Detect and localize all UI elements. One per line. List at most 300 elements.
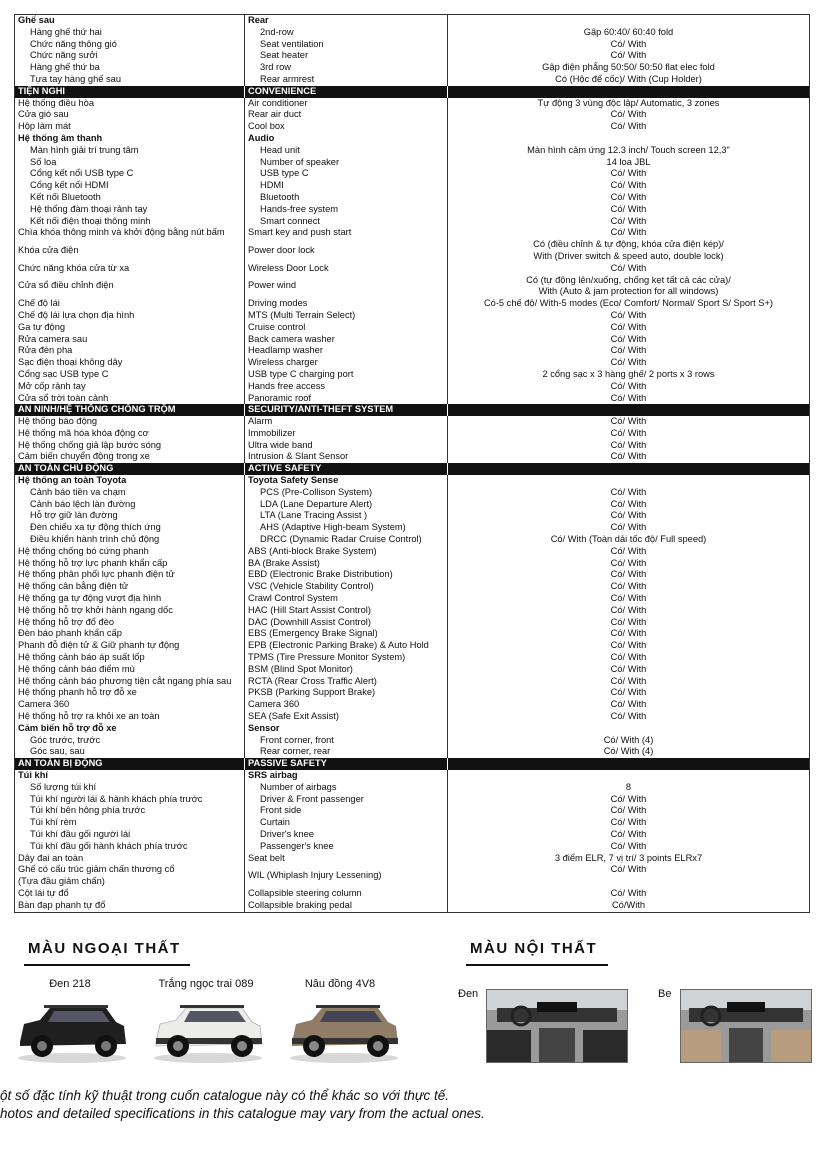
spec-value: Có/ With: [610, 309, 647, 320]
spec-row: [15, 239, 809, 263]
spec-section-header: [15, 463, 809, 475]
spec-name-vi: Cổng kết nối HDMI: [15, 180, 245, 192]
spec-name-en: Seat heater: [245, 50, 448, 62]
spec-name-en: PASSIVE SAFETY: [245, 758, 448, 770]
spec-row: [15, 475, 809, 487]
spec-row: [15, 864, 809, 888]
spec-name-vi: Hộp làm mát: [15, 121, 245, 133]
spec-name-vi: Hệ thống ga tự động vượt địa hình: [15, 593, 245, 605]
interior-seat: [771, 1030, 811, 1062]
spec-value: [448, 404, 809, 416]
spec-row: [15, 50, 809, 62]
spec-value: Có/ With (Toàn dải tốc độ/ Full speed): [550, 534, 707, 545]
spec-value: Có/ With: [610, 392, 647, 403]
spec-name-en: Rear armrest: [245, 74, 448, 86]
spec-row: [15, 510, 809, 522]
spec-name-vi: Mở cốp rảnh tay: [15, 381, 245, 393]
spec-value: Có/ With: [610, 711, 647, 722]
spec-name-en: Power wind: [245, 275, 448, 299]
spec-name-en: BSM (Blind Spot Monitor): [245, 664, 448, 676]
spec-name-vi: Hỗ trợ giữ làn đường: [15, 510, 245, 522]
spec-name-vi: Ga tự động: [15, 322, 245, 334]
spec-name-vi: Hệ thống hỗ trợ đổ đèo: [15, 617, 245, 629]
spec-value: [448, 475, 809, 487]
car-image-black: [14, 998, 130, 1064]
spec-name-vi: Hệ thống chống giả lập bước sóng: [15, 440, 245, 452]
spec-row: [15, 109, 809, 121]
spec-name-en: Air conditioner: [245, 98, 448, 110]
spec-name-vi: Điều khiển hành trình chủ động: [15, 534, 245, 546]
spec-row: [15, 98, 809, 110]
spec-name-vi: Hàng ghế thứ ba: [15, 62, 245, 74]
spec-value: Có/ With: [610, 887, 647, 898]
spec-name-en: Camera 360: [245, 699, 448, 711]
spec-row: [15, 310, 809, 322]
spec-value: [448, 770, 809, 782]
spec-row: [15, 699, 809, 711]
spec-section-header: [15, 758, 809, 770]
spec-name-en: PCS (Pre-Collison System): [245, 487, 448, 499]
spec-name-vi: Cột lái tự đổ: [15, 888, 245, 900]
spec-value: Có/ With: [610, 604, 647, 615]
spec-row: [15, 617, 809, 629]
spec-row: [15, 334, 809, 346]
interior-image-black: [486, 989, 628, 1063]
spec-value: 14 loa JBL: [606, 156, 651, 167]
spec-value: Có/ With: [610, 380, 647, 391]
spec-name-vi: Hệ thống hỗ trợ ra khỏi xe an toàn: [15, 711, 245, 723]
spec-name-en: LTA (Lane Tracing Assist ): [245, 510, 448, 522]
spec-name-vi: Rửa camera sau: [15, 334, 245, 346]
interior-color-title: MÀU NỘI THẤT: [470, 940, 598, 957]
exterior-color-label-white: Trắng ngọc trai 089: [158, 978, 254, 990]
spec-value: Có/ With: [610, 652, 647, 663]
spec-row: [15, 381, 809, 393]
spec-name-en: Alarm: [245, 416, 448, 428]
spec-row: [15, 522, 809, 534]
spec-name-en: RCTA (Rear Cross Traffic Alert): [245, 676, 448, 688]
spec-row: [15, 440, 809, 452]
car-image-bronze: [286, 998, 402, 1064]
spec-row: [15, 735, 809, 747]
spec-name-en: Rear air duct: [245, 109, 448, 121]
spec-name-en: MTS (Multi Terrain Select): [245, 310, 448, 322]
spec-row: [15, 652, 809, 664]
spec-value: Có/ With: [610, 38, 647, 49]
spec-row: [15, 322, 809, 334]
spec-name-en: Front side: [245, 805, 448, 817]
spec-name-en: Front corner, front: [245, 735, 448, 747]
spec-name-en: Rear: [245, 15, 448, 27]
spec-row: [15, 805, 809, 817]
spec-name-vi: Đèn chiếu xa tự động thích ứng: [15, 522, 245, 534]
spec-row: [15, 145, 809, 157]
spec-name-en: SRS airbag: [245, 770, 448, 782]
spec-row: [15, 227, 809, 239]
spec-name-vi: Cửa gió sau: [15, 109, 245, 121]
spec-name-vi: Số lượng túi khí: [15, 782, 245, 794]
spec-name-en: 2nd-row: [245, 27, 448, 39]
spec-name-vi: Chế độ lái: [15, 298, 245, 310]
spec-name-vi: Chức năng thông gió: [15, 39, 245, 51]
exterior-color-label-bronze: Nâu đồng 4V8: [304, 978, 376, 990]
spec-name-en: Headlamp washer: [245, 345, 448, 357]
spec-value: Có/ With: [610, 168, 647, 179]
spec-name-en: USB type C: [245, 168, 448, 180]
spec-name-en: HDMI: [245, 180, 448, 192]
spec-row: [15, 487, 809, 499]
spec-row: [15, 723, 809, 735]
spec-value: Có/ With: [610, 557, 647, 568]
spec-name-en: WIL (Whiplash Injury Lessening): [245, 864, 448, 888]
interior-title-underline: [466, 964, 608, 966]
spec-name-en: TPMS (Tire Pressure Monitor System): [245, 652, 448, 664]
spec-name-vi: Cảm biến hỗ trợ đỗ xe: [15, 723, 245, 735]
spec-name-vi: Chức năng khóa cửa từ xa: [15, 263, 245, 275]
spec-name-vi: Hệ thống phanh hỗ trợ đỗ xe: [15, 687, 245, 699]
spec-name-vi: Hệ thống hỗ trợ lực phanh khẩn cấp: [15, 558, 245, 570]
spec-value: Có/ With: [610, 640, 647, 651]
interior-seat: [681, 1030, 721, 1062]
spec-row: [15, 841, 809, 853]
spec-row: [15, 121, 809, 133]
spec-name-en: 3rd row: [245, 62, 448, 74]
spec-name-en: Seat ventilation: [245, 39, 448, 51]
spec-name-en: Smart connect: [245, 216, 448, 228]
spec-table: [14, 14, 810, 913]
spec-name-vi: Phanh đỗ điện tử & Giữ phanh tự động: [15, 640, 245, 652]
spec-name-vi: AN TOÀN BỊ ĐỘNG: [15, 758, 245, 770]
spec-row: [15, 687, 809, 699]
spec-row: [15, 581, 809, 593]
disclaimer-en: hotos and detailed specifications in this catalogue may vary from the actual ones.: [0, 1106, 485, 1121]
spec-row: [15, 192, 809, 204]
spec-value: Có/ With: [610, 486, 647, 497]
spec-row: [15, 15, 809, 27]
spec-name-en: Immobilizer: [245, 428, 448, 440]
spec-value: Gập điện phẳng 50:50/ 50:50 flat elec fold: [542, 62, 715, 73]
spec-value: Có/ With (4): [603, 734, 654, 745]
spec-value: Có/ With: [610, 321, 647, 332]
spec-row: [15, 817, 809, 829]
spec-name-en: Bluetooth: [245, 192, 448, 204]
spec-row: [15, 664, 809, 676]
spec-row: [15, 711, 809, 723]
spec-name-vi: AN NINH/HỆ THỐNG CHỐNG TRỘM: [15, 404, 245, 416]
spec-name-vi: Hệ thống cân bằng điện tử: [15, 581, 245, 593]
spec-value: Có/ With: [610, 121, 647, 132]
spec-name-vi: Túi khí đầu gối hành khách phía trước: [15, 841, 245, 853]
interior-seat: [487, 1030, 531, 1062]
spec-name-en: EBS (Emergency Brake Signal): [245, 628, 448, 640]
spec-value: Có/ With: [610, 203, 647, 214]
spec-value: Có/ With: [610, 215, 647, 226]
spec-value: Có/ With: [610, 817, 647, 828]
spec-row: [15, 770, 809, 782]
spec-value: Có/ With: [610, 109, 647, 120]
spec-value: Có/ With: [610, 333, 647, 344]
spec-row: [15, 204, 809, 216]
spec-name-en: Intrusion & Slant Sensor: [245, 451, 448, 463]
spec-name-vi-line: (Tựa đầu giảm chấn): [18, 876, 105, 887]
spec-name-vi: [15, 864, 245, 888]
spec-name-en: Number of airbags: [245, 782, 448, 794]
spec-value: Có/ With: [610, 357, 647, 368]
spec-value-line: With (Driver switch & speed auto, double lock): [533, 250, 724, 261]
exterior-color-title: MÀU NGOẠI THẤT: [28, 940, 181, 957]
spec-section-header: [15, 404, 809, 416]
exterior-color-label-black: Đen 218: [49, 978, 91, 990]
spec-value: Có/ With: [610, 180, 647, 191]
spec-value: [448, 723, 809, 735]
spec-value: [448, 133, 809, 145]
spec-name-vi: Chức năng sưởi: [15, 50, 245, 62]
spec-row: [15, 393, 809, 405]
spec-name-en: SEA (Safe Exit Assist): [245, 711, 448, 723]
spec-row: [15, 640, 809, 652]
spec-name-vi: Túi khí rèm: [15, 817, 245, 829]
spec-name-vi: Bàn đạp phanh tự đổ: [15, 900, 245, 912]
car-image-white: [150, 998, 266, 1064]
exterior-title-underline: [24, 964, 190, 966]
spec-name-vi: Màn hình giải trí trung tâm: [15, 145, 245, 157]
spec-name-vi: Cảm biến chuyển động trong xe: [15, 451, 245, 463]
interior-color-label-beige: Be: [658, 988, 672, 1000]
spec-name-vi: Chế độ lái lựa chọn địa hình: [15, 310, 245, 322]
spec-name-en: Ultra wide band: [245, 440, 448, 452]
spec-row: [15, 168, 809, 180]
spec-name-en: Smart key and push start: [245, 227, 448, 239]
spec-value: Có/ With: [610, 439, 647, 450]
spec-name-en: Hands free access: [245, 381, 448, 393]
spec-value: [448, 758, 809, 770]
spec-row: [15, 357, 809, 369]
spec-row: [15, 133, 809, 145]
spec-name-vi: Hệ thống mã hóa khóa động cơ: [15, 428, 245, 440]
spec-value: Có/ With: [610, 191, 647, 202]
interior-color-label-black: Đen: [458, 988, 479, 1000]
spec-value-line: Có (tự động lên/xuống, chống kẹt tất cả các cửa)/: [526, 274, 731, 285]
spec-name-vi: Cửa sổ trời toàn cảnh: [15, 393, 245, 405]
spec-name-vi: Hệ thống cảnh báo áp suất lốp: [15, 652, 245, 664]
spec-name-vi: Góc sau, sau: [15, 746, 245, 758]
spec-name-en: BA (Brake Assist): [245, 558, 448, 570]
spec-name-vi: Hệ thống âm thanh: [15, 133, 245, 145]
spec-name-vi: Cổng kết nối USB type C: [15, 168, 245, 180]
spec-value: Có/ With: [610, 864, 647, 875]
spec-value: [448, 275, 809, 299]
spec-row: [15, 180, 809, 192]
spec-value: Có/ With: [610, 345, 647, 356]
spec-value: 8: [625, 781, 632, 792]
spec-value-line: With (Auto & jam protection for all windows): [538, 286, 719, 297]
spec-name-vi: Hệ thống đàm thoại rảnh tay: [15, 204, 245, 216]
spec-row: [15, 853, 809, 865]
spec-row: [15, 605, 809, 617]
spec-row: [15, 39, 809, 51]
spec-value: Gập 60:40/ 60:40 fold: [583, 26, 674, 37]
spec-name-en: Back camera washer: [245, 334, 448, 346]
spec-value: Có/ With: [610, 427, 647, 438]
spec-name-en: Cruise control: [245, 322, 448, 334]
spec-name-en: DAC (Downhill Assist Control): [245, 617, 448, 629]
spec-value: Có/ With: [610, 593, 647, 604]
spec-value: Có/ With: [610, 699, 647, 710]
spec-name-vi: Dây đai an toàn: [15, 853, 245, 865]
spec-name-vi: Hệ thống cảnh báo phương tiện cắt ngang phía sau: [15, 676, 245, 688]
spec-name-vi: Camera 360: [15, 699, 245, 711]
spec-row: [15, 534, 809, 546]
spec-name-en: Passenger's knee: [245, 841, 448, 853]
spec-row: [15, 829, 809, 841]
spec-value: Có/ With: [610, 828, 647, 839]
spec-row: [15, 676, 809, 688]
spec-name-vi: Góc trước, trước: [15, 735, 245, 747]
spec-value: [448, 86, 809, 98]
spec-value: Có/ With: [610, 687, 647, 698]
spec-name-vi: Hệ thống cảnh báo điểm mù: [15, 664, 245, 676]
spec-name-en: PKSB (Parking Support Brake): [245, 687, 448, 699]
spec-name-en: EPB (Electronic Parking Brake) & Auto Hold: [245, 640, 448, 652]
spec-value: Có/ With: [610, 227, 647, 238]
spec-row: [15, 298, 809, 310]
spec-value: Có/ With: [610, 616, 647, 627]
spec-name-vi: Kết nối Bluetooth: [15, 192, 245, 204]
spec-name-vi: Hệ thống hỗ trợ khởi hành ngang dốc: [15, 605, 245, 617]
spec-value: [448, 463, 809, 475]
spec-row: [15, 569, 809, 581]
spec-name-vi: Hệ thống phân phối lực phanh điện tử: [15, 569, 245, 581]
spec-row: [15, 794, 809, 806]
spec-row: [15, 74, 809, 86]
spec-name-vi: Cửa sổ điều chỉnh điện: [15, 275, 245, 299]
spec-row: [15, 546, 809, 558]
spec-name-en: ABS (Anti-block Brake System): [245, 546, 448, 558]
spec-name-vi: Đèn báo phanh khẩn cấp: [15, 628, 245, 640]
spec-name-vi-line: Ghế có cấu trúc giảm chấn thương cổ: [18, 864, 175, 875]
spec-name-en: Driving modes: [245, 298, 448, 310]
spec-name-vi: Số loa: [15, 157, 245, 169]
spec-name-vi: Tựa tay hàng ghế sau: [15, 74, 245, 86]
spec-value: Có/ With: [610, 805, 647, 816]
spec-name-en: Head unit: [245, 145, 448, 157]
spec-name-vi: Ghế sau: [15, 15, 245, 27]
spec-name-en: Curtain: [245, 817, 448, 829]
spec-row: [15, 157, 809, 169]
spec-value: Tự động 3 vùng độc lập/ Automatic, 3 zones: [537, 97, 720, 108]
spec-name-en: Driver & Front passenger: [245, 794, 448, 806]
spec-value: Có/ With: [610, 663, 647, 674]
spec-value: [448, 239, 809, 263]
spec-name-en: Audio: [245, 133, 448, 145]
spec-name-vi: Chìa khóa thông minh và khởi động bằng nút bấm: [15, 227, 245, 239]
spec-row: [15, 558, 809, 570]
spec-name-en: DRCC (Dynamic Radar Cruise Control): [245, 534, 448, 546]
spec-name-en: Sensor: [245, 723, 448, 735]
spec-row: [15, 900, 809, 912]
spec-value: Có-5 chế độ/ With-5 modes (Eco/ Comfort/ Normal/ Sport S/ Sport S+): [483, 298, 774, 309]
spec-value: 3 điểm ELR, 7 vị trí/ 3 points ELRx7: [554, 852, 703, 863]
spec-value: Có/With: [611, 899, 646, 910]
spec-name-en: Wireless Door Lock: [245, 263, 448, 275]
spec-name-en: Number of speaker: [245, 157, 448, 169]
interior-image-beige: [680, 989, 812, 1063]
spec-row: [15, 345, 809, 357]
spec-value: Có/ With: [610, 569, 647, 580]
interior-seat: [583, 1030, 627, 1062]
spec-name-en: Wireless charger: [245, 357, 448, 369]
spec-row: [15, 216, 809, 228]
spec-name-en: EBD (Electronic Brake Distribution): [245, 569, 448, 581]
spec-row: [15, 782, 809, 794]
spec-row: [15, 263, 809, 275]
spec-row: [15, 593, 809, 605]
spec-name-en: LDA (Lane Departure Alert): [245, 499, 448, 511]
spec-row: [15, 428, 809, 440]
spec-name-vi: Túi khí người lái & hành khách phía trước: [15, 794, 245, 806]
spec-name-vi: Hệ thống báo động: [15, 416, 245, 428]
disclaimer-vi: ột số đặc tính kỹ thuật trong cuốn catalogue này có thể khác so với thực tế.: [0, 1088, 449, 1103]
spec-name-vi: Túi khí bên hông phía trước: [15, 805, 245, 817]
spec-value: [448, 15, 809, 27]
spec-value: Có/ With: [610, 675, 647, 686]
spec-value: 2 cổng sạc x 3 hàng ghế/ 2 ports x 3 rows: [542, 368, 715, 379]
spec-name-en: SECURITY/ANTI-THEFT SYSTEM: [245, 404, 448, 416]
spec-row: [15, 499, 809, 511]
spec-name-vi: Hàng ghế thứ hai: [15, 27, 245, 39]
spec-name-vi: Cảnh báo lệch làn đường: [15, 499, 245, 511]
spec-name-en: Crawl Control System: [245, 593, 448, 605]
spec-name-en: Driver's knee: [245, 829, 448, 841]
spec-value: Có/ With (4): [603, 746, 654, 757]
spec-row: [15, 416, 809, 428]
spec-name-vi: Kết nối điện thoại thông minh: [15, 216, 245, 228]
spec-row: [15, 888, 809, 900]
spec-name-vi: Cảnh báo tiền va chạm: [15, 487, 245, 499]
spec-name-en: CONVENIENCE: [245, 86, 448, 98]
spec-name-vi: AN TOÀN CHỦ ĐỘNG: [15, 463, 245, 475]
spec-value: Có/ With: [610, 416, 647, 427]
spec-value: Có/ With: [610, 581, 647, 592]
spec-value: Màn hình cảm ứng 12.3 inch/ Touch screen 12,3": [527, 144, 730, 155]
spec-name-vi: Túi khí đầu gối người lái: [15, 829, 245, 841]
spec-value: Có/ With: [610, 498, 647, 509]
spec-row: [15, 62, 809, 74]
spec-name-vi: Hệ thống điều hòa: [15, 98, 245, 110]
spec-value: Có/ With: [610, 793, 647, 804]
spec-name-en: Hands-free system: [245, 204, 448, 216]
spec-name-vi: TIỆN NGHI: [15, 86, 245, 98]
spec-row: [15, 27, 809, 39]
spec-section-header: [15, 86, 809, 98]
spec-value: Có/ With: [610, 451, 647, 462]
spec-name-en: Collapsible steering column: [245, 888, 448, 900]
spec-name-en: Collapsible braking pedal: [245, 900, 448, 912]
spec-value: Có/ With: [610, 840, 647, 851]
spec-value-line: Có (điều chỉnh & tự động, khóa cửa điện kép)/: [533, 239, 724, 250]
spec-name-en: ACTIVE SAFETY: [245, 463, 448, 475]
spec-value: Có/ With: [610, 510, 647, 521]
spec-row: [15, 628, 809, 640]
spec-value: Có (Hộc để cốc)/ With (Cup Holder): [555, 73, 702, 84]
spec-value: Có/ With: [610, 628, 647, 639]
spec-name-vi: Khóa cửa điện: [15, 239, 245, 263]
spec-row: [15, 451, 809, 463]
spec-name-en: HAC (Hill Start Assist Control): [245, 605, 448, 617]
spec-name-vi: Túi khí: [15, 770, 245, 782]
spec-name-en: USB type C charging port: [245, 369, 448, 381]
spec-name-vi: Hệ thống chống bó cứng phanh: [15, 546, 245, 558]
